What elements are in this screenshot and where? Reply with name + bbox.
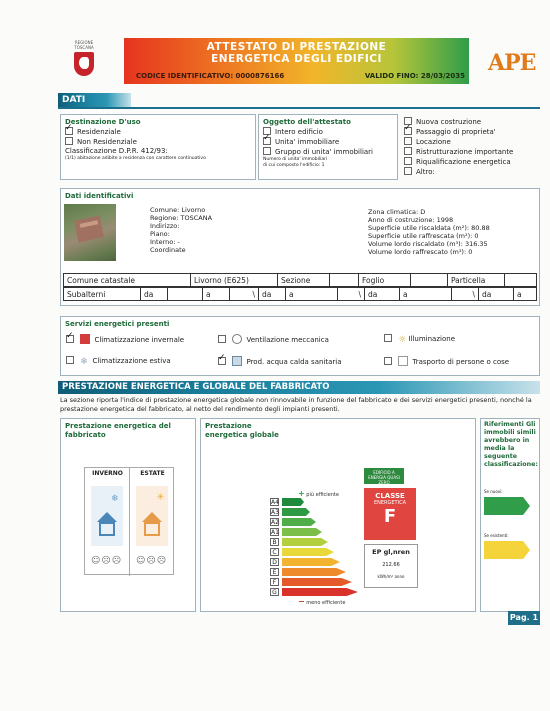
class-bar-g [282,588,358,596]
comune-catastale-value: Livorno (E625) [191,274,278,287]
foglio-label: Foglio [359,274,411,287]
subalterni-da-4: da [479,288,514,301]
title-line-2: ENERGETICA DEGLI EDIFICI [211,53,382,65]
class-bar-d [282,558,340,566]
estate-label: ESTATE [140,470,165,477]
classe-label: CLASSE [375,492,405,500]
class-bar-f [282,578,352,586]
snowflake-icon: ❄ [111,494,119,504]
climatizzazione-estiva-checkbox[interactable] [66,356,74,364]
validity-date: VALIDO FINO: 28/03/2035 [364,72,465,80]
aerial-photo [64,204,116,261]
subalterni-da-2: da [259,288,286,301]
pegasus-icon [74,52,94,76]
anno-costruzione-value: Anno di costruzione: 1998 [368,216,454,224]
inverno-estate-panel [84,467,174,575]
fabbricato-label: Prestazione energetica del fabbricato [65,422,171,439]
servizi-title: Servizi energetici presenti [65,320,170,328]
title-line-1: ATTESTATO DI PRESTAZIONE [206,41,387,53]
sezione-label: Sezione [278,274,330,287]
dati-generali-header [58,93,131,107]
superficie-riscaldata-value: Superficie utile riscaldata (m²): 80.88 [368,224,490,232]
identification-code: CODICE IDENTIFICATIVO: 0000876166 [136,72,285,80]
plus-icon: + [298,489,305,498]
ep-value: 212.66 [382,562,400,568]
residenziale-checkbox[interactable] [65,127,73,135]
servizio-acqua-calda[interactable] [218,356,342,367]
gruppo-unita-label: Gruppo di unita' immobiliari [275,148,374,156]
acqua-calda-label: Prod. acqua calda sanitaria [246,358,342,366]
illuminazione-checkbox[interactable] [384,334,392,342]
radiator-icon [80,334,90,344]
ristrutturazione-label: Ristrutturazione importante [416,148,514,156]
region-logo [64,40,104,85]
riqualificazione-label: Riqualificazione energetica [416,158,511,166]
class-bar-a3 [282,508,310,516]
nuova-costruzione-label: Nuova costruzione [416,118,482,126]
subalterni-a-2: a [286,288,338,301]
document-title [124,41,469,65]
riferimenti-label: Riferimenti Gli immobili simili avrebbero in media la seguente classificazione: [484,421,538,468]
sezione-value [330,274,359,287]
comune-value: Comune: Livorno [150,206,206,214]
winter-smiley-icons: ☺☹☹ [91,556,123,566]
altro-option[interactable] [404,167,540,177]
subalterni-row [64,288,537,301]
riqualificazione-option[interactable] [404,157,540,167]
altro-checkbox[interactable] [404,167,412,175]
subalterni-label: Subalterni [64,288,141,301]
fan-icon [232,334,242,344]
elevator-icon [398,356,408,366]
intero-edificio-option[interactable] [263,127,393,137]
ventilazione-checkbox[interactable] [218,335,226,343]
interno-value: Interno: - [150,238,180,246]
acqua-calda-checkbox[interactable] [218,357,226,365]
class-label-g: G [270,588,279,596]
class-bar-b [282,538,328,546]
section-rule [58,107,540,109]
ristrutturazione-option[interactable] [404,147,540,157]
page-number: Pag. 1 [509,613,539,622]
comune-catastale-label: Comune catastale [64,274,191,287]
ristrutturazione-checkbox[interactable] [404,147,412,155]
region-logo-caption: REGIONE TOSCANA [74,40,94,50]
sun-icon: ☀ [156,492,165,503]
piu-efficiente-label: più efficiente [306,492,339,498]
non-residenziale-label: Non Residenziale [77,138,137,146]
climatizzazione-invernale-checkbox[interactable] [66,335,74,343]
class-label-a2: A2 [271,519,279,526]
summer-smiley-icons: ☺☹☹ [136,556,168,566]
class-bar-a4 [282,498,304,506]
ep-label: EP gl,nren [372,548,410,556]
minus-icon: − [298,597,305,606]
meno-efficiente-label: meno efficiente [306,600,346,606]
page-number-tab [508,611,540,625]
se-esistenti-label: Se esistenti: [484,533,509,538]
subalterni-da-1: da [141,288,168,301]
identificativi-left [150,206,350,254]
servizio-ventilazione[interactable] [218,334,329,345]
class-bar-a1 [282,528,322,536]
summer-house-icon [136,486,168,546]
riferimenti-box [480,418,540,612]
indirizzo-value: Indirizzo: [150,222,180,230]
residenziale-label: Residenziale [77,128,121,136]
illuminazione-label: Illuminazione [408,335,455,343]
gruppo-unita-option[interactable] [263,147,393,157]
particella-label: Particella [448,274,505,287]
subalterni-table [63,287,537,301]
catasto-table [63,273,537,287]
non-residenziale-checkbox[interactable] [65,137,73,145]
se-nuovi-label: Se nuovi: [484,489,503,494]
class-bar-e [282,568,346,576]
identificativi-title: Dati identificativi [65,192,134,200]
ventilazione-label: Ventilazione meccanica [246,336,329,344]
title-band [124,38,469,84]
snowflake-icon: ❄ [80,357,88,367]
esistenti-class-arrow [484,541,530,559]
classification-label: Classificazione D.P.R. 412/93: [65,147,168,155]
subalterni-a-4: a [514,288,537,301]
coordinate-value: Coordinate [150,246,186,254]
winter-house-icon [91,486,123,546]
classe-value: F [383,506,397,527]
nzeb-badge: EDIFICIO A ENERGIA QUASI ZERO [364,468,404,484]
non-residenziale-option[interactable] [65,137,251,147]
classe-badge [364,468,416,596]
ape-logo-text: APE [488,50,536,76]
catasto-row-main [64,274,537,287]
subalterni-a-1: a [203,288,230,301]
nuova-costruzione-option[interactable] [404,117,540,127]
gruppo-unita-checkbox[interactable] [263,147,271,155]
prestazione-description: La sezione riporta l'indice di prestazione energetica globale non rinnovabile in funzione del fabbricato e dei servizi energetici presenti, nonché la prestazione energetica del fabbricato, al netto del rendimento degli impianti presenti. [60,396,532,413]
volume-raffrescato-value: Volume lordo raffrescato (m³): 0 [368,248,473,256]
passaggio-proprieta-checkbox[interactable] [404,127,412,135]
superficie-raffrescata-value: Superficie utile raffrescata (m²): 0 [368,232,479,240]
class-label-f: F [270,578,279,586]
residenziale-option[interactable] [65,127,251,137]
riqualificazione-checkbox[interactable] [404,157,412,165]
foglio-value [411,274,448,287]
passaggio-proprieta-option[interactable] [404,127,540,137]
class-label-a1: A1 [271,529,279,536]
subalterni-da-3: da [365,288,400,301]
zona-climatica-value: Zona climatica: D [368,208,426,216]
oggetto-label: Oggetto dell'attestato [263,118,351,126]
volume-riscaldato-value: Volume lordo riscaldato (m³): 316.35 [368,240,488,248]
climatizzazione-invernale-label: Climatizzazione invernale [94,336,185,344]
class-label-d: D [270,558,279,566]
dati-generali-title: DATI [62,95,86,105]
destinazione-box [60,114,256,180]
particella-value [505,274,537,287]
climatizzazione-estiva-label: Climatizzazione estiva [92,357,171,365]
light-bulb-icon: ☼ [398,335,407,345]
oggetto-box [258,114,398,180]
numero-unita-value: di cui composto l'edificio: 1 [263,163,325,168]
identificativi-right [368,208,538,256]
motivo-box [404,117,540,183]
class-label-b: B [270,538,279,546]
servizio-climatizzazione-estiva[interactable] [66,356,171,368]
regione-value: Regione: TOSCANA [150,214,213,222]
prestazione-header [58,381,540,394]
ape-logo [488,50,536,76]
locazione-option[interactable] [404,137,540,147]
ep-unit: kWh/m² anno [377,574,405,579]
servizio-climatizzazione-invernale[interactable] [66,334,184,345]
water-heater-icon [232,356,242,366]
subalterni-value-1 [168,288,203,301]
passaggio-proprieta-label: Passaggio di proprieta' [416,128,496,136]
numero-unita-label: Numero di unita' immobiliari [263,157,328,162]
class-bar-a2 [282,518,316,526]
subalterni-sep-2: \ [338,288,365,301]
class-label-a3: A3 [271,509,279,516]
class-label-a4: A4 [271,499,279,506]
meno-efficiente [298,597,345,606]
nuovi-class-arrow [484,497,530,515]
trasporto-label: Trasporto di persone o cose [412,358,510,366]
class-bar-c [282,548,334,556]
subalterni-a-3: a [400,288,452,301]
trasporto-checkbox[interactable] [384,357,392,365]
unita-immobiliare-option[interactable] [263,137,393,147]
unita-immobiliare-checkbox[interactable] [263,137,271,145]
piu-efficiente [298,489,339,498]
subalterni-sep-1: \ [230,288,259,301]
inverno-label: INVERNO [92,470,123,477]
class-label-e: E [270,568,279,576]
unita-immobiliare-label: Unita' immobiliare [275,138,340,146]
class-label-c: C [270,548,279,556]
classification-note: (1/1) abitazione adibite a residenza con carattere continuativo [65,156,206,161]
globale-label: Prestazione energetica globale [205,422,279,439]
intero-edificio-label: Intero edificio [275,128,323,136]
locazione-label: Locazione [416,138,451,146]
subalterni-sep-3: \ [452,288,479,301]
servizio-illuminazione[interactable] [384,334,455,346]
piano-value: Piano: [150,230,170,238]
locazione-checkbox[interactable] [404,137,412,145]
destinazione-label: Destinazione D'uso [65,118,141,126]
energetica-label: ENERGETICA [373,500,406,506]
altro-label: Altro: [416,168,435,176]
prestazione-title: PRESTAZIONE ENERGETICA E GLOBALE DEL FABBRICATO [62,382,330,392]
servizio-trasporto[interactable] [384,356,509,367]
